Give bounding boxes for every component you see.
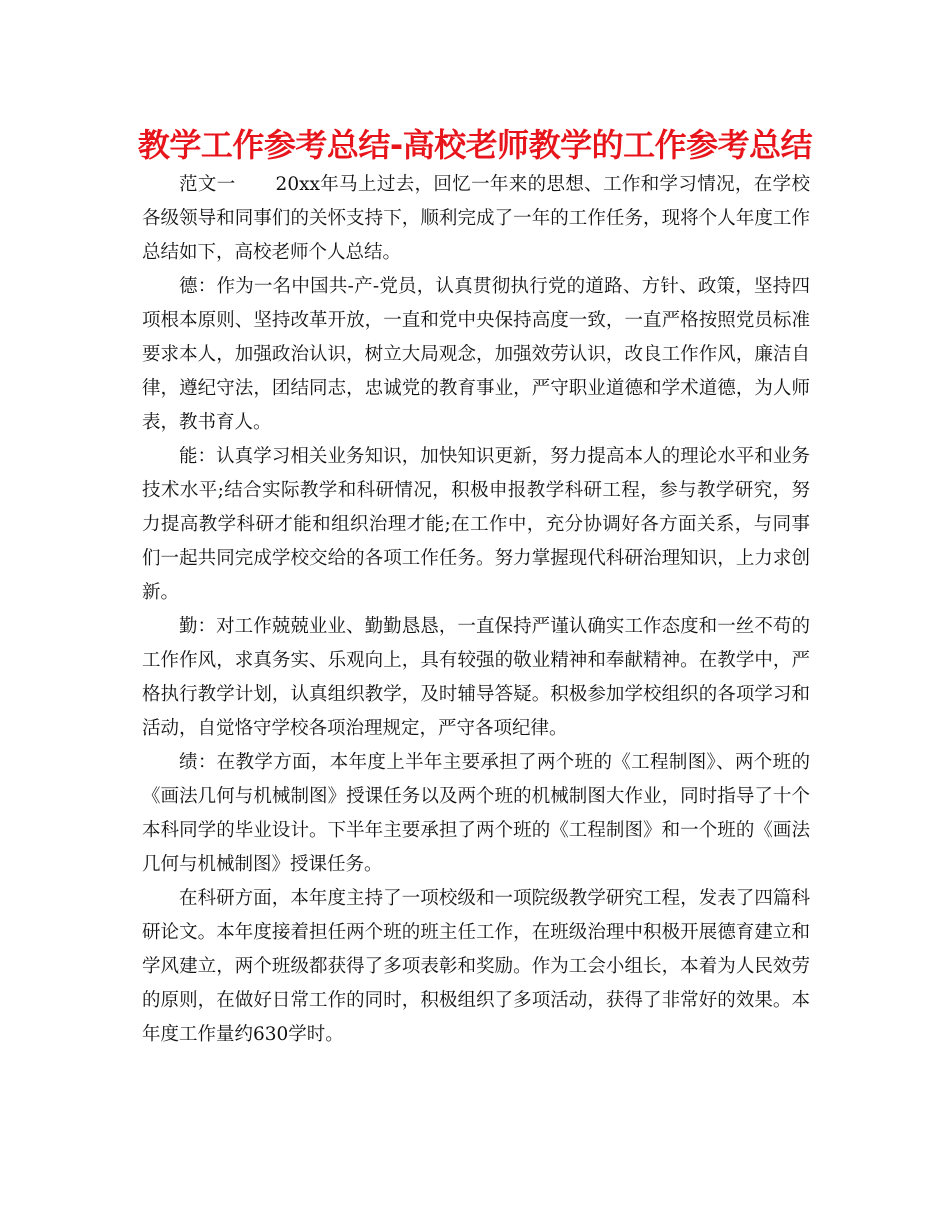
document-title: 教学工作参考总结-高校老师教学的工作参考总结 — [137, 126, 813, 164]
document-body — [142, 168, 810, 1052]
paragraph-morality: 德：作为一名中国共-产-党员，认真贯彻执行党的道路、方针、政策，坚持四项根本原则、坚持改革开放，一直和党中央保持高度一致，一直严格按照党员标准要求本人，加强政治认识，树立大局观念，加强效劳认识，改良工作作风，廉洁自律，遵纪守法，团结同志，忠诚党的教育事业，严守职业道德和学术道德，为人师表，教书育人。 — [142, 276, 810, 433]
paragraph-diligence: 勤：对工作兢兢业业、勤勤恳恳，一直保持严谨认确实工作态度和一丝不苟的工作作风，求真务实、乐观向上，具有较强的敬业精神和奉献精神。在教学中，严格执行教学计划，认真组织教学，及时辅导答疑。积极参加学校组织的各项学习和活动，自觉恪守学校各项治理规定，严守各项纪律。 — [142, 616, 810, 739]
paragraph-text: 20xx年马上过去，回忆一年来的思想、工作和学习情况，在学校各级领导和同事们的关怀支持下，顺利完成了一年的工作任务，现将个人年度工作总结如下，高校老师个人总结。 — [142, 174, 810, 263]
paragraph-research: 在科研方面，本年度主持了一项校级和一项院级教学研究工程，发表了四篇科研论文。本年度接着担任两个班的班主任工作，在班级治理中积极开展德育建立和学风建立，两个班级都获得了多项表彰和奖励。作为工会小组长，本着为人民效劳的原则，在做好日常工作的同时，积极组织了多项活动，获得了非常好的效果。本年度工作量约630学时。 — [142, 888, 810, 1045]
intro-label: 范文一 — [179, 174, 236, 195]
paragraph-intro — [142, 168, 810, 270]
paragraph-achievement: 绩：在教学方面，本年度上半年主要承担了两个班的《工程制图》、两个班的《画法几何与机械制图》授课任务以及两个班的机械制图大作业，同时指导了十个本科同学的毕业设计。下半年主要承担了两个班的《工程制图》和一个班的《画法几何与机械制图》授课任务。 — [142, 752, 810, 875]
paragraph-ability: 能：认真学习相关业务知识，加快知识更新，努力提高本人的理论水平和业务技术水平;结合实际教学和科研情况，积极申报教学科研工程，参与教学研究，努力提高教学科研才能和组织治理才能;在工作中，充分协调好各方面关系，与同事们一起共同完成学校交给的各项工作任务。努力掌握现代科研治理知识，上力求创新。 — [142, 446, 810, 603]
